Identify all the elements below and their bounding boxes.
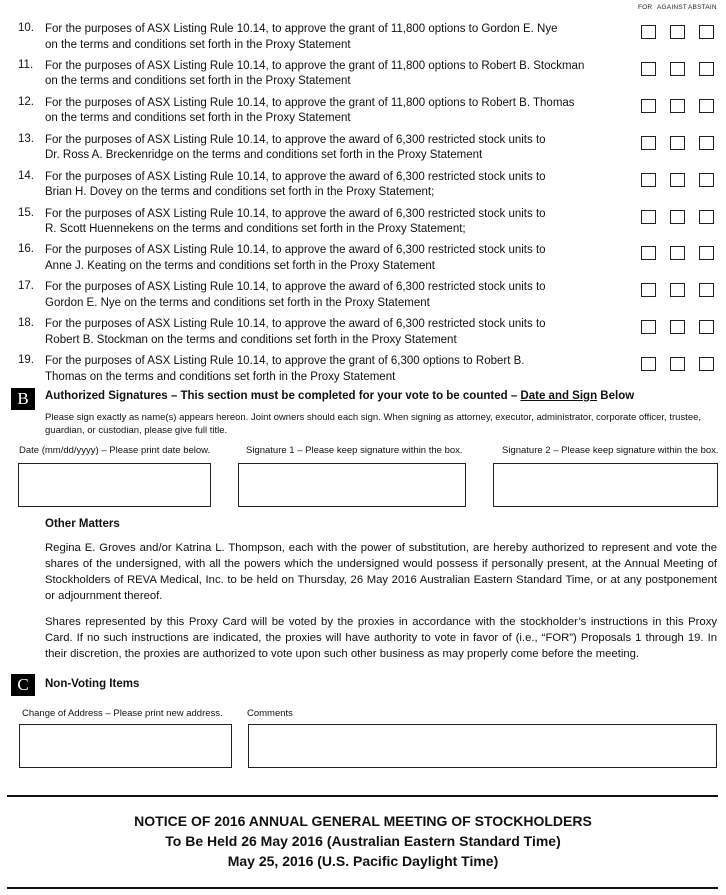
proposal-number: 19. [18,354,34,367]
proposal-text-line2: Brian H. Dovey on the terms and conditions set forth in the Proxy Statement; [45,186,435,199]
proposal-text [45,22,605,53]
proposal-row [0,96,726,132]
proposal-text [45,96,605,127]
proposal-text [45,133,605,164]
section-b-marker: B [11,388,35,410]
signature-1-label: Signature 1 – Please keep signature within the box. [246,445,463,456]
comments-box[interactable] [248,724,717,768]
proposal-text [45,317,605,348]
vote-for-checkbox[interactable] [641,136,656,150]
date-input-box[interactable] [18,463,211,507]
signature-instructions-line2: guardian, or custodian, please give full title. [45,425,228,436]
proposal-text-line2: Thomas on the terms and conditions set forth in the Proxy Statement [45,370,396,383]
vote-abstain-checkbox[interactable] [699,99,714,113]
proposal-text-line1: For the purposes of ASX Listing Rule 10.14, to approve the grant of 11,800 options to Gordon E. Nye [45,23,558,35]
proposal-number: 18. [18,317,34,330]
proposal-number: 15. [18,206,34,219]
signature-2-box[interactable] [493,463,718,507]
signature-1-box[interactable] [238,463,466,507]
proposal-text-line1: For the purposes of ASX Listing Rule 10.14, to approve the grant of 11,800 options to Robert B. Stockman [45,59,585,72]
notice-heading [0,811,726,871]
section-b-title-below: Below [597,390,635,402]
notice-top-rule [7,795,718,797]
vote-abstain-checkbox[interactable] [699,246,714,260]
notice-bottom-rule [7,887,718,889]
proposal-text-line2: on the terms and conditions set forth in the Proxy Statement [45,75,351,88]
proposal-text [45,243,605,274]
proposal-text [45,354,605,385]
proposal-text [45,59,605,90]
change-of-address-box[interactable] [19,724,232,768]
proposal-text [45,207,605,238]
notice-date-pdt: May 25, 2016 (U.S. Pacific Daylight Time) [227,853,499,869]
vote-for-checkbox[interactable] [641,357,656,371]
change-of-address-label: Change of Address – Please print new address. [22,708,223,719]
vote-header-abstain: ABSTAIN [688,4,717,11]
proposal-text-line1: For the purposes of ASX Listing Rule 10.14, to approve the award of 6,300 restricted stock units to [45,281,546,294]
comments-label: Comments [247,708,293,719]
proposal-text-line2: R. Scott Huennekens on the terms and conditions set forth in the Proxy Statement; [45,223,466,235]
date-label: Date (mm/dd/yyyy) – Please print date below. [19,445,211,456]
vote-for-checkbox[interactable] [641,173,656,187]
vote-abstain-checkbox[interactable] [699,136,714,150]
vote-for-checkbox[interactable] [641,99,656,113]
vote-against-checkbox[interactable] [670,25,685,39]
vote-for-checkbox[interactable] [641,283,656,297]
section-b-title-note: – This section must be completed for your vote to be counted – [167,390,521,402]
proposal-row [0,280,726,316]
proposal-text-line1: For the purposes of ASX Listing Rule 10.14, to approve the award of 6,300 restricted stock units to [45,207,546,220]
vote-abstain-checkbox[interactable] [699,25,714,39]
vote-against-checkbox[interactable] [670,246,685,260]
section-b-title-date-sign: Date and Sign [520,390,598,402]
section-c-marker: C [11,674,35,696]
proposal-text-line1: For the purposes of ASX Listing Rule 10.14, to approve the award of 6,300 restricted stock units to [45,133,546,146]
vote-abstain-checkbox[interactable] [699,62,714,76]
proposal-row [0,22,726,58]
signature-2-label: Signature 2 – Please keep signature within the box. [502,445,719,456]
vote-for-checkbox[interactable] [641,320,656,334]
vote-against-checkbox[interactable] [670,320,685,334]
proposal-number: 13. [18,132,34,145]
proposal-text-line2: on the terms and conditions set forth in the Proxy Statement [45,112,351,125]
vote-abstain-checkbox[interactable] [699,283,714,297]
proposal-text-line1: For the purposes of ASX Listing Rule 10.14, to approve the grant of 6,300 options to Robert B. [45,355,525,368]
proposal-row [0,243,726,279]
other-matters-paragraph-2: Shares represented by this Proxy Card will be voted by the proxies in accordance with the stockholder’s instructions in this Proxy Card. If no such instructions are indicated, the proxies will have authority to vote in favor of (i.e., “FOR”) Proposals 1 through 19. In their discretion, the proxies are authorized to vote upon such other business as may properly come before the meeting. [45,616,717,660]
vote-for-checkbox[interactable] [641,246,656,260]
proposal-text-line2: Gordon E. Nye on the terms and conditions set forth in the Proxy Statement [45,296,430,309]
signature-instructions [45,411,725,437]
vote-for-checkbox[interactable] [641,25,656,39]
vote-abstain-checkbox[interactable] [699,320,714,334]
vote-against-checkbox[interactable] [670,357,685,371]
proposal-text [45,280,605,311]
vote-against-checkbox[interactable] [670,62,685,76]
proposal-row [0,170,726,206]
vote-against-checkbox[interactable] [670,173,685,187]
vote-against-checkbox[interactable] [670,210,685,224]
notice-title: NOTICE OF 2016 ANNUAL GENERAL MEETING OF STOCKHOLDERS [134,813,592,829]
vote-for-checkbox[interactable] [641,210,656,224]
section-c-title: Non-Voting Items [45,678,140,690]
other-matters-title: Other Matters [45,518,120,530]
proposal-text-line2: on the terms and conditions set forth in the Proxy Statement [45,38,351,51]
vote-against-checkbox[interactable] [670,283,685,297]
vote-against-checkbox[interactable] [670,99,685,113]
proposal-text-line1: For the purposes of ASX Listing Rule 10.14, to approve the award of 6,300 restricted stock units to [45,244,546,257]
proposal-row [0,133,726,169]
proposal-number: 14. [18,169,34,182]
proposal-number: 17. [18,280,34,293]
proposal-row [0,354,726,390]
vote-against-checkbox[interactable] [670,136,685,150]
signature-instructions-line1: Please sign exactly as name(s) appears hereon. Joint owners should each sign. When signing as attorney, executor, administrator, corporate officer, trustee, [45,412,702,423]
vote-header-for: FOR [638,4,653,11]
notice-date-aest: To Be Held 26 May 2016 (Australian Eastern Standard Time) [165,833,561,849]
proposal-text [45,170,605,201]
section-b-title-main: Authorized Signatures [45,390,168,402]
proposal-number: 16. [18,243,34,256]
proposal-number: 10. [18,22,34,34]
proposal-row [0,207,726,243]
proposal-text-line2: Dr. Ross A. Breckenridge on the terms and conditions set forth in the Proxy Statement [45,149,483,162]
vote-abstain-checkbox[interactable] [699,173,714,187]
proposal-number: 11. [18,58,34,71]
proposal-text-line1: For the purposes of ASX Listing Rule 10.14, to approve the grant of 11,800 options to Robert B. Thomas [45,96,575,109]
section-b-title [45,390,634,402]
proposal-text-line2: Anne J. Keating on the terms and conditions set forth in the Proxy Statement [45,259,435,272]
other-matters-paragraph-1: Regina E. Groves and/or Katrina L. Thompson, each with the power of substitution, are hereby authorized to represent and vote the shares of the undersigned, with all the powers which the undersigned would possess if personally present, at the Annual Meeting of Stockholders of REVA Medical, Inc. to be held on Thursday, 26 May 2016 Australian Eastern Standard Time, or at any postponement or adjournment thereof. [45,542,717,602]
vote-header-against: AGAINST [657,4,687,11]
vote-for-checkbox[interactable] [641,62,656,76]
vote-abstain-checkbox[interactable] [699,210,714,224]
proposal-row [0,317,726,353]
vote-abstain-checkbox[interactable] [699,357,714,371]
proposal-row [0,59,726,95]
proposal-text-line2: Robert B. Stockman on the terms and conditions set forth in the Proxy Statement [45,333,457,346]
proposal-text-line1: For the purposes of ASX Listing Rule 10.14, to approve the award of 6,300 restricted stock units to [45,318,546,331]
proposal-text-line1: For the purposes of ASX Listing Rule 10.14, to approve the award of 6,300 restricted stock units to [45,170,546,183]
proposal-number: 12. [18,95,34,108]
